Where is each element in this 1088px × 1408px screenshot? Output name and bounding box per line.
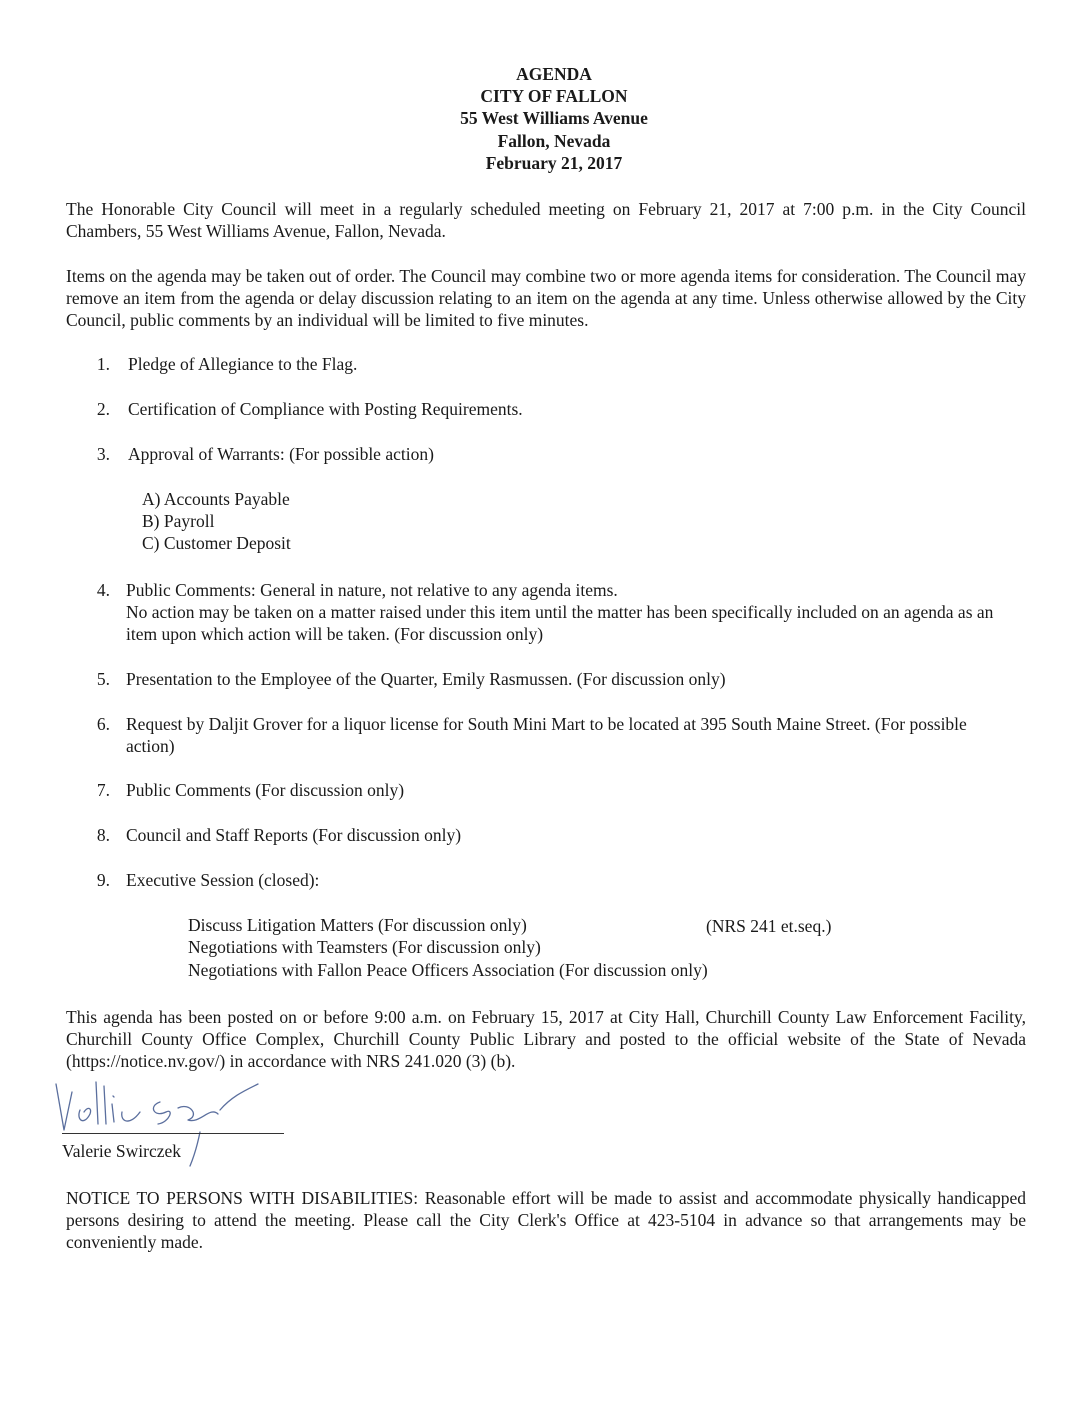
item-number: 1. [96,354,110,374]
posting-statement: This agenda has been posted on or before 9:00 a.m. on February 15, 2017 at City Hall, Churchill County Law Enforcement Facility, Churchill County Office Complex, Churchill County Public Library and posted to the official website of the State of Nevada (https://notice.nv.gov/) in accordance with NRS 241.020 (3) (b). [66,1007,1026,1071]
warrant-subitem: B) Payroll [142,511,215,531]
item-text: Approval of Warrants: (For possible action) [128,444,434,464]
executive-subitem: Negotiations with Fallon Peace Officers Association (For discussion only) [188,960,708,980]
item-number: 5. [96,669,110,689]
title-address: 55 West Williams Avenue [460,108,648,128]
disabilities-notice: NOTICE TO PERSONS WITH DISABILITIES: Reasonable effort will be made to assist and accommodate physically handicapped persons desiring to attend the meeting. Please call the City Clerk's Office at 423-5104 in advance so that arrangements may be conveniently made. [66,1188,1026,1252]
title-agenda: AGENDA [516,64,592,84]
item-number: 4. [96,580,110,600]
signer-name: Valerie Swirczek [62,1141,182,1161]
item-text: Presentation to the Employee of the Quarter, Emily Rasmussen. (For discussion only) [126,669,726,689]
intro-rules-paragraph: Items on the agenda may be taken out of order. The Council may combine two or more agenda items for consideration. The Council may remove an item from the agenda or delay discussion relating to an item on the agenda at any time. Unless otherwise allowed by the City Council, public comments by an individual will be limited to five minutes. [66,266,1026,330]
item-text: Public Comments: General in nature, not relative to any agenda items. [126,580,618,600]
intro-meeting-paragraph: The Honorable City Council will meet in a regularly scheduled meeting on February 21, 2017 at 7:00 p.m. in the City Council Chambers, 55 West Williams Avenue, Fallon, Nevada. [66,199,1026,241]
item-number: 2. [96,399,110,419]
item-text: Council and Staff Reports (For discussion only) [126,825,462,845]
executive-subitem: Negotiations with Teamsters (For discussion only) [188,937,541,957]
item-text: Executive Session (closed): [126,870,320,890]
item-number: 3. [96,444,110,464]
item-number: 7. [96,780,110,800]
title-date: February 21, 2017 [485,153,623,173]
item-number: 6. [96,714,110,734]
item-text: Public Comments (For discussion only) [126,780,405,800]
item-text: Pledge of Allegiance to the Flag. [128,354,358,374]
title-location: Fallon, Nevada [497,131,611,151]
item-text: Request by Daljit Grover for a liquor license for South Mini Mart to be located at 395 South Maine Street. (For possible action) [126,714,967,756]
item-number: 8. [96,825,110,845]
warrant-subitem: A) Accounts Payable [142,489,290,509]
executive-statute-ref: (NRS 241 et.seq.) [706,916,832,936]
executive-subitem: Discuss Litigation Matters (For discussion only) [188,915,527,935]
item-note: No action may be taken on a matter raised under this item until the matter has been specifically included on an agenda as an item upon which action will be taken. (For discussion only) [126,602,994,644]
item-text: Certification of Compliance with Posting Requirements. [128,399,523,419]
title-city: CITY OF FALLON [480,86,628,106]
warrant-subitem: C) Customer Deposit [142,533,291,553]
item-number: 9. [96,870,110,890]
signature-line [62,1133,284,1134]
